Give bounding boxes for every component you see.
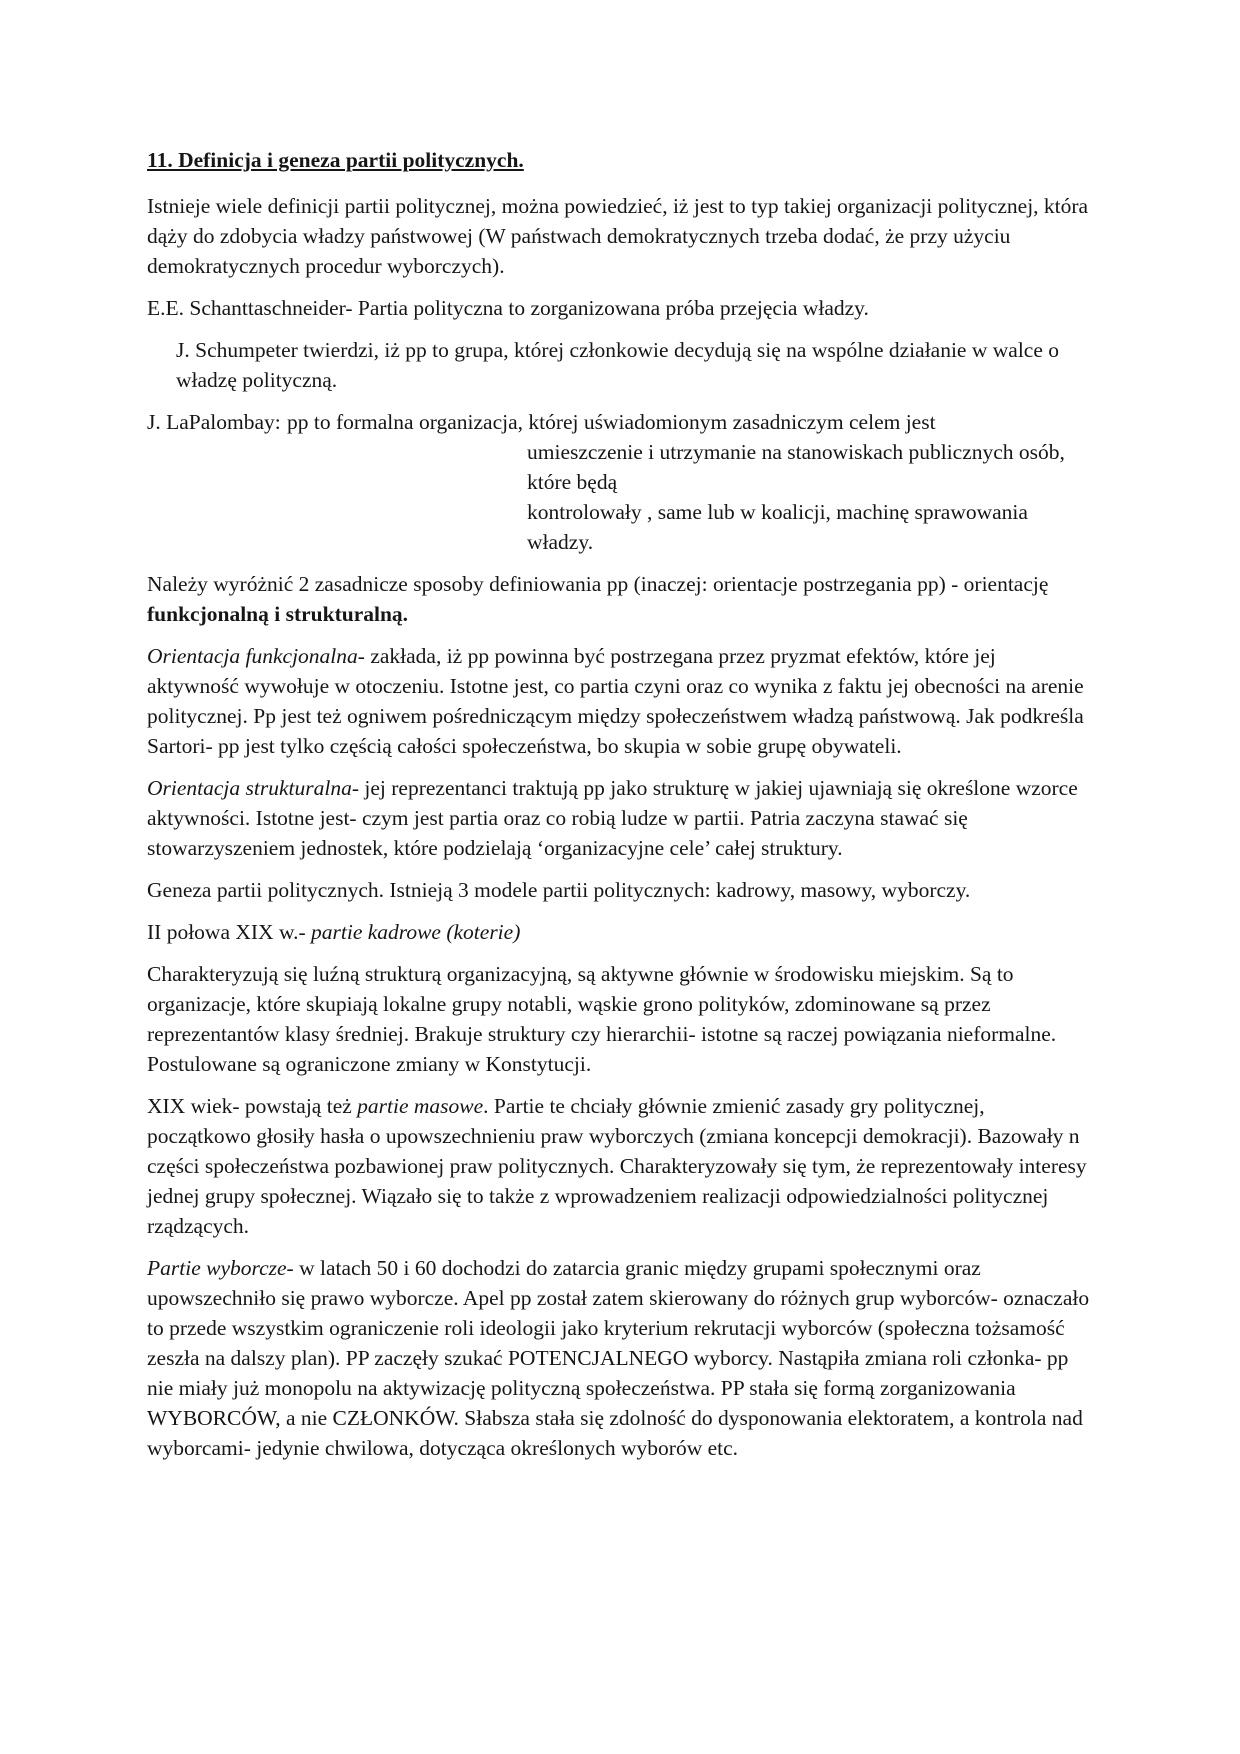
paragraph-orientations: [147, 569, 1092, 629]
cadre-period: II połowa XIX w.-: [147, 920, 311, 944]
lapalombara-line-1: pp to formalna organizacja, której uświadomionym zasadniczym celem jest: [287, 410, 936, 434]
paragraph-cadre: Charakteryzują się luźną strukturą organizacyjną, są aktywne głównie w środowisku miejskim. Są to organizacje, które skupiają lokalne grupy notabli, wąskie grono polityków, zdominowane są przez reprezentantów klasy średniej. Brakuje struktury czy hierarchii- istotne są raczej powiązania nieformalne. Postulowane są ograniczone zmiany w Konstytucji.: [147, 962, 1057, 1076]
mass-text-1: XIX wiek- powstają też: [147, 1094, 358, 1118]
paragraph-functional: [147, 641, 1092, 761]
functional-heading: Orientacja funkcjonalna: [147, 644, 358, 668]
paragraph-cadre-heading: [147, 917, 1092, 947]
structural-heading: Orientacja strukturalna: [147, 776, 352, 800]
orientations-bold: funkcjonalną i strukturalną.: [147, 602, 409, 626]
paragraph-intro: Istnieje wiele definicji partii politycznej, można powiedzieć, iż jest to typ takiej organizacji politycznej, która dąży do zdobycia władzy państwowej (W państwach demokratycznych trzeba dodać, że przy użyciu demokratycznych procedur wyborczych).: [147, 194, 1089, 278]
electoral-heading: Partie wyborcze: [147, 1256, 287, 1280]
structural-text: - jej reprezentanci traktują pp jako strukturę w jakiej ujawniają się określone wzorce aktywności. Istotne jest- czym jest partia oraz co robią ludze w partii. Patria zaczyna stawać się stowarzyszeniem jednostek, które podzielają ‘organizacyjne cele’ całej struktury.: [147, 776, 1078, 860]
paragraph-electoral: [147, 1253, 1092, 1463]
mass-label: partie masowe: [357, 1094, 484, 1118]
lapalombara-label: J. LaPalombay:: [147, 410, 281, 434]
orientations-text: Należy wyróżnić 2 zasadnicze sposoby definiowania pp (inaczej: orientacje postrzegania pp) - orientację: [147, 572, 1049, 596]
paragraph-schattschneider: E.E. Schanttaschneider- Partia polityczna to zorganizowana próba przejęcia władzy.: [147, 296, 869, 320]
document-title: 11. Definicja i geneza partii politycznych.: [147, 148, 524, 172]
cadre-label: partie kadrowe (koterie): [311, 920, 521, 944]
lapalombara-line-3: kontrolowały , same lub w koalicji, machinę sprawowania władzy.: [527, 500, 1028, 554]
lapalombara-line-2: umieszczenie i utrzymanie na stanowiskach publicznych osób, które będą: [527, 440, 1065, 494]
paragraph-genesis: Geneza partii politycznych. Istnieją 3 modele partii politycznych: kadrowy, masowy, wyborczy.: [147, 878, 971, 902]
paragraph-mass: [147, 1091, 1092, 1241]
paragraph-structural: [147, 773, 1092, 863]
document-body: [147, 145, 1092, 1475]
mass-text-2: . Partie te chciały głównie zmienić zasady gry politycznej, początkowo głosiły hasła o upowszechnieniu praw wyborczych (zmiana koncepcji demokracji). Bazowały n części społeczeństwa pozbawionej praw politycznych. Charakteryzowały się tym, że reprezentowały interesy jednej grupy społecznej. Wiązało się to także z wprowadzeniem realizacji odpowiedzialności politycznej rządzących.: [147, 1094, 1087, 1238]
paragraph-schumpeter: J. Schumpeter twierdzi, iż pp to grupa, której członkowie decydują się na wspólne działanie w walce o władzę polityczną.: [176, 338, 1060, 392]
paragraph-lapalombara: [147, 407, 1092, 557]
lapalombara-definition: [287, 407, 1092, 557]
electoral-text: - w latach 50 i 60 dochodzi do zatarcia granic między grupami społecznymi oraz upowszechniło się prawo wyborcze. Apel pp został zatem skierowany do różnych grup wyborców- oznaczało to przede wszystkim ograniczenie roli ideologii jako kryterium rekrutacji wyborców (społeczna tożsamość zeszła na dalszy plan). PP zaczęły szukać POTENCJALNEGO wyborcy. Nastąpiła zmiana roli członka- pp nie miały już monopolu na aktywizację polityczną społeczeństwa. PP stała się formą zorganizowania WYBORCÓW, a nie CZŁONKÓW. Słabsza stała się zdolność do dysponowania elektoratem, a kontrola nad wyborcami- jedynie chwilowa, dotycząca określonych wyborów etc.: [147, 1256, 1090, 1460]
functional-text: - zakłada, iż pp powinna być postrzegana przez pryzmat efektów, które jej aktywność wywołuje w otoczeniu. Istotne jest, co partia czyni oraz co wynika z faktu jej obecności na arenie politycznej. Pp jest też ogniwem pośredniczącym między społeczeństwem władzą państwową. Jak podkreśla Sartori- pp jest tylko częścią całości społeczeństwa, bo skupia w sobie grupę obywateli.: [147, 644, 1084, 758]
